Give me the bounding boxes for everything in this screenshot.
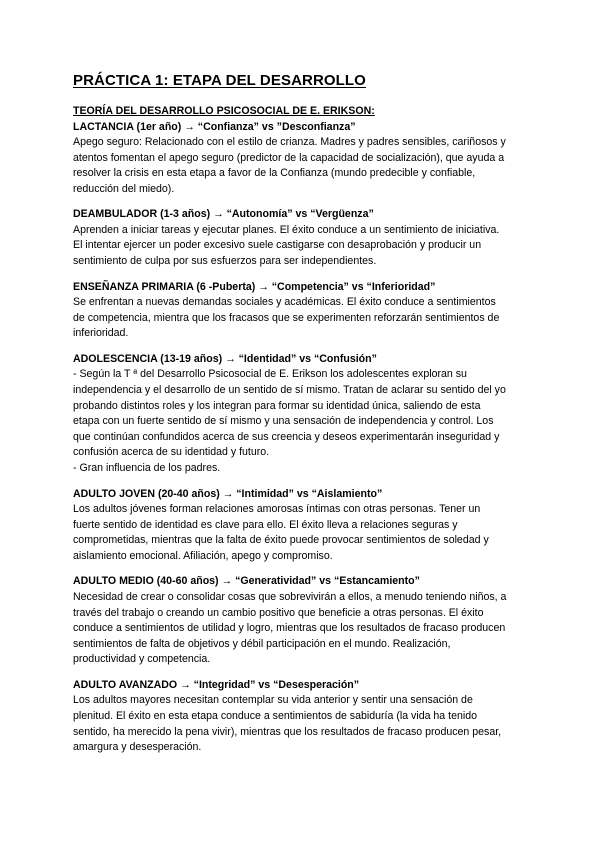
stage-description	[73, 502, 533, 564]
text-line: productividad y competencia.	[73, 653, 211, 666]
text-line: probando distintos roles y los integran para formar su identidad única, saliendo de esta	[73, 399, 481, 412]
stage-heading: ENSEÑANZA PRIMARIA (6 -Puberta) → “Competencia” vs “Inferioridad”	[73, 280, 436, 293]
stage-section	[73, 120, 533, 198]
stage-section	[73, 207, 533, 269]
stage-heading: DEAMBULADOR (1-3 años) → “Autonomía” vs “Vergüenza”	[73, 208, 374, 221]
text-line: amargura y desesperación.	[73, 741, 202, 754]
text-line: través del trabajo o creando un cambio positivo que beneficie a otras personas. El éxito	[73, 606, 484, 619]
text-line: Los adultos mayores necesitan contemplar su vida anterior y sentir una sensación de	[73, 694, 473, 707]
text-line: Aprenden a iniciar tareas y ejecutar planes. El éxito conduce a un sentimiento de iniciativa.	[73, 223, 500, 236]
text-line: plenitud. El éxito en esta etapa conduce a sentimientos de sabiduría (la vida ha tenido	[73, 710, 478, 723]
stage-heading: LACTANCIA (1er año) → “Confianza” vs ”Desconfianza”	[73, 120, 356, 133]
stage-section	[73, 280, 533, 342]
stage-description	[73, 590, 533, 668]
text-line: aislamiento emocional. Afiliación, apego y compromiso.	[73, 549, 333, 562]
page-title: PRÁCTICA 1: ETAPA DEL DESARROLLO	[73, 72, 366, 89]
text-line: etapa con un fuerte sentido de sí mismo y una sensación de independencia y control. Los	[73, 415, 494, 428]
text-line: sentido, ha merecido la pena vivir), mientras que los resultados de fracaso producen pesar,	[73, 725, 502, 738]
text-line: que continúan confundidos acerca de sus creencia y deseos experimentarán inseguridad y	[73, 430, 500, 443]
text-line: sentimientos de falta de objetivos y débil participación en el mundo. Realización,	[73, 637, 451, 650]
text-line: Necesidad de crear o consolidar cosas que sobrevivirán a ellos, a menudo teniendo niños, a	[73, 590, 507, 603]
text-line: fuerte sentido de identidad es clave para ello. El éxito lleva a relaciones seguras y	[73, 518, 458, 531]
stage-heading: ADULTO AVANZADO → “Integridad” vs “Desesperación”	[73, 678, 360, 691]
text-line: independencia y el desarrollo de un sentido de sí mismo. Tratan de aclarar su sentido del yo	[73, 384, 506, 397]
text-line: comprometidas, mientras que la falta de éxito puede provocar sentimientos de soledad y	[73, 534, 489, 547]
stage-heading: ADULTO JOVEN (20-40 años) → “Intimidad” vs “Aislamiento”	[73, 487, 383, 500]
text-line: Los adultos jóvenes forman relaciones amorosas íntimas con otras personas. Tener un	[73, 503, 481, 516]
stage-description	[73, 693, 533, 755]
text-line: reducción del miedo).	[73, 182, 175, 195]
stage-section	[73, 352, 533, 477]
stage-heading: ADOLESCENCIA (13-19 años) → “Identidad” vs “Confusión”	[73, 352, 377, 365]
stage-description	[73, 367, 533, 476]
text-line: El intentar ejercer un poder excesivo suele castigarse con desaprobación y producir un	[73, 239, 482, 252]
text-line: Apego seguro: Relacionado con el estilo de crianza. Madres y padres sensibles, cariñosos y	[73, 136, 506, 148]
stage-section	[73, 574, 533, 667]
text-line: - Según la T ª del Desarrollo Psicosocial de E. Erikson los adolescentes exploran su	[73, 368, 467, 381]
stages-list	[73, 120, 533, 756]
document-page	[73, 72, 533, 766]
stage-description	[73, 223, 533, 270]
text-line: sentimiento de culpa por sus esfuerzos para ser independientes.	[73, 255, 377, 268]
stage-section	[73, 487, 533, 565]
text-line: - Gran influencia de los padres.	[73, 462, 221, 474]
text-line: conduce a sentimientos de utilidad y logro, mientras que los resultados de fracaso producen	[73, 622, 506, 635]
text-line: inferioridad.	[73, 327, 129, 340]
stage-description	[73, 295, 533, 342]
text-line: Se enfrentan a nuevas demandas sociales y académicas. El éxito conduce a sentimientos	[73, 296, 496, 309]
stage-heading: ADULTO MEDIO (40-60 años) → “Generatividad” vs “Estancamiento”	[73, 575, 420, 588]
stage-section	[73, 678, 533, 756]
text-line: confusión acerca de su identidad y futuro.	[73, 446, 270, 459]
theory-subtitle: TEORÍA DEL DESARROLLO PSICOSOCIAL DE E. ERIKSON:	[73, 105, 375, 117]
text-line: resolver la crisis en esta etapa a favor de la Confianza (mundo predecible y confiable,	[73, 167, 476, 180]
text-line: de competencia, mientra que los fracasos que se experimenten reforzarán sentimientos de	[73, 311, 500, 324]
text-line: atentos fomentan el apego seguro (predictor de la capacidad de socialización), que ayuda a	[73, 151, 505, 164]
stage-description	[73, 135, 533, 197]
